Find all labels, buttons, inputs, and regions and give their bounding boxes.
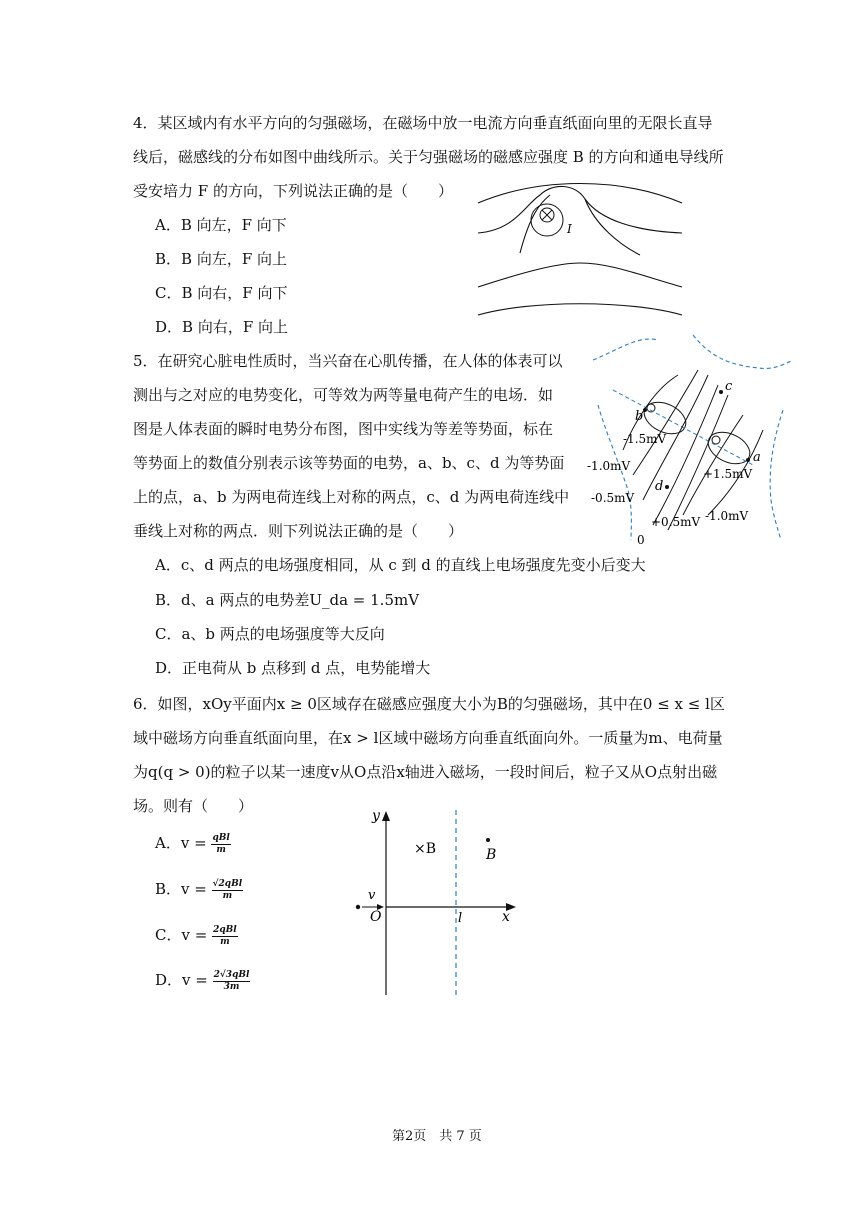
q6-option-a <box>155 832 231 856</box>
q6-option-a-fraction <box>211 833 230 856</box>
page-footer: 第2页 共 7 页 <box>392 1129 482 1144</box>
q6-stem-line3: 为q(q > 0)的粒子以某一速度v从O点沿x轴进入磁场，一段时间后，粒子又从O点射出磁 <box>133 763 718 781</box>
q5-stem-line4: 等势面上的数值分别表示该等势面的电势，a、b、c、d 为等势面 <box>133 454 565 472</box>
q5-option-c: C．a、b 两点的电场强度等大反向 <box>155 625 385 643</box>
q6-field-out-of-page-label: B <box>486 847 497 863</box>
q5-option-d: D．正电荷从 b 点移到 d 点，电势能增大 <box>155 659 431 677</box>
q5-stem-line3: 图是人体表面的瞬时电势分布图，图中实线为等差等势面，标在 <box>133 420 554 438</box>
q5-point-c: c <box>725 379 733 394</box>
q6-option-b-num: √2qBl <box>212 878 243 889</box>
q6-velocity-label: v <box>368 888 376 903</box>
q6-y-axis-label: y <box>372 808 380 824</box>
q5-option-b: B．d、a 两点的电势差U_da = 1.5mV <box>155 591 420 609</box>
q6-option-b-fraction <box>212 879 244 902</box>
q6-option-c <box>155 924 238 948</box>
q6-option-c-den: m <box>220 936 230 947</box>
q6-option-c-num: 2qBl <box>213 924 237 935</box>
q4-stem-line2: 线后，磁感线的分布如图中曲线所示。关于匀强磁场的磁感应强度 B 的方向和通电导线所 <box>133 148 724 166</box>
q6-option-a-num: qBl <box>212 832 230 843</box>
q6-option-b-den: m <box>222 890 233 901</box>
q5-potential-figure <box>583 330 798 550</box>
q6-option-a-den: m <box>216 844 226 855</box>
q5-label-neg0-5: -0.5mV <box>591 491 635 505</box>
q6-option-c-fraction <box>212 925 238 948</box>
q6-option-d-den: 3m <box>223 981 240 992</box>
q6-option-b-prefix: B．v = <box>155 880 207 898</box>
q6-option-d <box>155 969 250 993</box>
q6-x-axis-label: x <box>502 909 510 925</box>
q5-stem-line1: 5．在研究心脏电性质时，当兴奋在心肌传播，在人体的体表可以 <box>133 352 563 370</box>
q6-option-d-fraction <box>213 970 251 993</box>
q5-stem-line5: 上的点，a、b 为两电荷连线上对称的两点，c、d 为两电荷连线中 <box>133 488 570 506</box>
q4-magnetic-field-figure <box>470 175 690 325</box>
q6-stem-line1: 6．如图，xOy平面内x ≥ 0区域存在磁感应强度大小为B的匀强磁场，其中在0 ≤ x ≤ l区 <box>133 695 725 713</box>
q6-option-d-prefix: D．v = <box>155 971 208 989</box>
q6-option-d-num: 2√3qBl <box>213 969 250 980</box>
q4-option-c: C．B 向右，F 向下 <box>155 284 288 302</box>
q6-option-a-prefix: A．v = <box>155 834 207 852</box>
q5-stem-line2: 测出与之对应的电势变化，可等效为两等量电荷产生的电场．如 <box>133 386 554 404</box>
q4-stem-line3: 受安培力 F 的方向，下列说法正确的是（ ） <box>133 182 453 200</box>
q6-origin-label: O <box>370 909 382 925</box>
q6-l-label: l <box>458 911 463 926</box>
q6-stem-line2: 域中磁场方向垂直纸面向里，在x > l区域中磁场方向垂直纸面向外。一质量为m、电荷量 <box>133 729 723 747</box>
q5-label-neg1-0-right: -1.0mV <box>705 509 749 523</box>
q4-option-d: D．B 向右，F 向上 <box>155 318 288 336</box>
q4-option-a: A．B 向左，F 向下 <box>155 216 287 234</box>
q5-label-neg1-5: -1.5mV <box>623 432 667 446</box>
q6-stem-line4: 场。则有（ ） <box>133 797 254 815</box>
q5-label-zero: 0 <box>637 533 645 547</box>
q5-label-pos1-5: +1.5mV <box>703 467 753 481</box>
q6-field-into-page-label: ×B <box>414 841 437 857</box>
q4-option-b: B．B 向左，F 向上 <box>155 250 287 268</box>
q6-option-c-prefix: C．v = <box>155 926 208 944</box>
q4-stem-line1: 4．某区域内有水平方向的匀强磁场，在磁场中放一电流方向垂直纸面向里的无限长直导 <box>133 114 713 132</box>
q5-stem-line6: 垂线上对称的两点．则下列说法正确的是（ ） <box>133 522 464 540</box>
q5-label-pos0-5: +0.5mV <box>651 515 701 529</box>
q5-label-neg1-0-left: -1.0mV <box>587 459 631 473</box>
q5-point-b: b <box>635 409 644 424</box>
q5-point-d: d <box>655 479 664 494</box>
q6-option-b <box>155 878 243 902</box>
q5-point-a: a <box>753 450 761 465</box>
q6-coordinate-figure <box>350 805 530 1000</box>
q5-option-a: A．c、d 两点的电场强度相同，从 c 到 d 的直线上电场强度先变小后变大 <box>155 556 646 574</box>
q4-figure-current-label: I <box>567 222 572 236</box>
